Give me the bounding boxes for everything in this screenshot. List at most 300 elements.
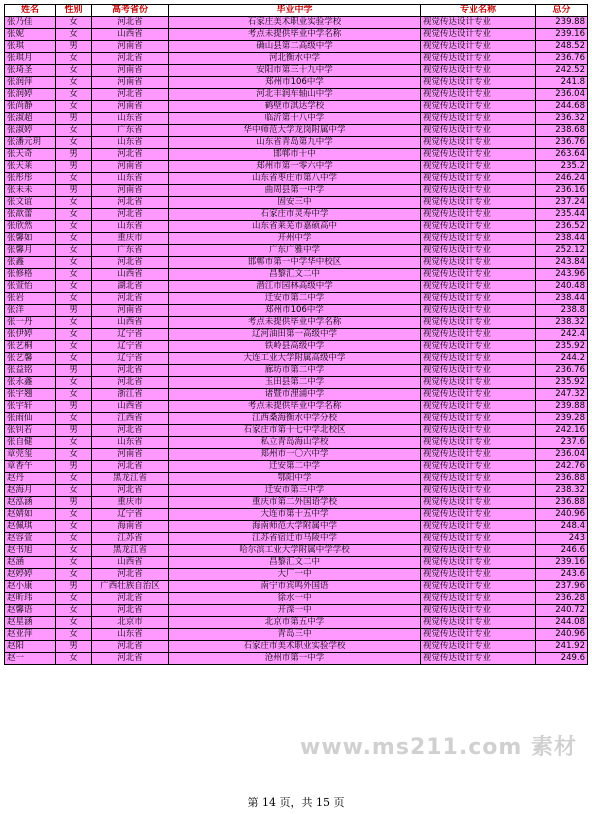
- cell-name: 章莞玺: [5, 449, 56, 461]
- cell-gender: 女: [56, 173, 92, 185]
- cell-major: 视觉传达设计专业: [421, 545, 536, 557]
- cell-score: 240.48: [536, 281, 588, 293]
- cell-major: 视觉传达设计专业: [421, 353, 536, 365]
- cell-province: 山东省: [92, 437, 169, 449]
- table-row: [5, 545, 588, 557]
- cell-school: 郑州市一〇六中学: [169, 449, 421, 461]
- cell-name: 赵一: [5, 653, 56, 665]
- cell-name: 张自健: [5, 437, 56, 449]
- table-row: [5, 653, 588, 665]
- cell-province: 河北省: [92, 53, 169, 65]
- table-row: [5, 365, 588, 377]
- cell-major: 视觉传达设计专业: [421, 341, 536, 353]
- cell-province: 河北省: [92, 17, 169, 29]
- cell-gender: 男: [56, 425, 92, 437]
- cell-gender: 女: [56, 89, 92, 101]
- cell-province: 辽宁省: [92, 509, 169, 521]
- header-score: 总分: [536, 5, 588, 17]
- table-row: [5, 173, 588, 185]
- cell-score: 242.76: [536, 461, 588, 473]
- cell-school: 开州中学: [169, 233, 421, 245]
- cell-name: 张乃佳: [5, 17, 56, 29]
- cell-name: 张欣然: [5, 221, 56, 233]
- cell-province: 河南省: [92, 77, 169, 89]
- cell-school: 沧州市第一中学: [169, 653, 421, 665]
- table-row: [5, 221, 588, 233]
- cell-major: 视觉传达设计专业: [421, 281, 536, 293]
- cell-score: 236.28: [536, 593, 588, 605]
- table-row: [5, 317, 588, 329]
- cell-school: 迁安市第二中学: [169, 293, 421, 305]
- table-row: [5, 161, 588, 173]
- cell-name: 赵昕玮: [5, 593, 56, 605]
- cell-name: 张彤彤: [5, 173, 56, 185]
- cell-school: 徐水一中: [169, 593, 421, 605]
- cell-school: 铁岭县高级中学: [169, 341, 421, 353]
- cell-school: 河北衡水中学: [169, 53, 421, 65]
- cell-gender: 女: [56, 77, 92, 89]
- cell-major: 视觉传达设计专业: [421, 101, 536, 113]
- cell-gender: 女: [56, 569, 92, 581]
- cell-province: 山西省: [92, 29, 169, 41]
- table-row: [5, 269, 588, 281]
- cell-gender: 女: [56, 65, 92, 77]
- cell-gender: 女: [56, 221, 92, 233]
- cell-major: 视觉传达设计专业: [421, 509, 536, 521]
- cell-score: 263.64: [536, 149, 588, 161]
- cell-major: 视觉传达设计专业: [421, 569, 536, 581]
- cell-major: 视觉传达设计专业: [421, 221, 536, 233]
- cell-score: 238.32: [536, 485, 588, 497]
- cell-major: 视觉传达设计专业: [421, 605, 536, 617]
- header-major: 专业名称: [421, 5, 536, 17]
- cell-school: 江西桑海衡水中学分校: [169, 413, 421, 425]
- table-row: [5, 53, 588, 65]
- cell-major: 视觉传达设计专业: [421, 77, 536, 89]
- cell-major: 视觉传达设计专业: [421, 581, 536, 593]
- table-row: [5, 533, 588, 545]
- cell-name: 张伊婷: [5, 329, 56, 341]
- table-row: [5, 77, 588, 89]
- cell-gender: 女: [56, 629, 92, 641]
- cell-gender: 女: [56, 413, 92, 425]
- cell-school: 鹤壁市淇达学校: [169, 101, 421, 113]
- cell-major: 视觉传达设计专业: [421, 149, 536, 161]
- cell-school: 廊坊市第二中学: [169, 365, 421, 377]
- cell-name: 张岩: [5, 293, 56, 305]
- cell-major: 视觉传达设计专业: [421, 245, 536, 257]
- cell-major: 视觉传达设计专业: [421, 125, 536, 137]
- cell-name: 张尚静: [5, 101, 56, 113]
- cell-score: 243.84: [536, 257, 588, 269]
- cell-score: 252.12: [536, 245, 588, 257]
- cell-score: 247.32: [536, 389, 588, 401]
- cell-province: 重庆市: [92, 497, 169, 509]
- table-row: [5, 257, 588, 269]
- table-row: [5, 593, 588, 605]
- cell-major: 视觉传达设计专业: [421, 53, 536, 65]
- cell-name: 张琦圣: [5, 65, 56, 77]
- cell-gender: 女: [56, 545, 92, 557]
- cell-name: 张修格: [5, 269, 56, 281]
- table-row: [5, 197, 588, 209]
- cell-province: 河南省: [92, 65, 169, 77]
- table-row: [5, 497, 588, 509]
- cell-name: 张宇轩: [5, 401, 56, 413]
- cell-score: 236.04: [536, 89, 588, 101]
- cell-major: 视觉传达设计专业: [421, 593, 536, 605]
- table-row: [5, 293, 588, 305]
- cell-major: 视觉传达设计专业: [421, 653, 536, 665]
- cell-province: 河北省: [92, 425, 169, 437]
- cell-score: 240.72: [536, 605, 588, 617]
- cell-province: 河北省: [92, 293, 169, 305]
- cell-school: 考点未提供毕业中学名称: [169, 317, 421, 329]
- cell-name: 赵佩琪: [5, 521, 56, 533]
- cell-school: 石家庄市美术职业实验学校: [169, 641, 421, 653]
- cell-major: 视觉传达设计专业: [421, 641, 536, 653]
- cell-gender: 女: [56, 509, 92, 521]
- cell-major: 视觉传达设计专业: [421, 41, 536, 53]
- header-school: 毕业中学: [169, 5, 421, 17]
- table-row: [5, 617, 588, 629]
- table-row: [5, 125, 588, 137]
- cell-major: 视觉传达设计专业: [421, 173, 536, 185]
- cell-name: 赵泓涵: [5, 497, 56, 509]
- cell-major: 视觉传达设计专业: [421, 533, 536, 545]
- cell-province: 黑龙江省: [92, 473, 169, 485]
- cell-school: 郑州市106中学: [169, 305, 421, 317]
- cell-gender: 男: [56, 461, 92, 473]
- table-row: [5, 185, 588, 197]
- cell-name: 赵海月: [5, 485, 56, 497]
- table-row: [5, 401, 588, 413]
- cell-name: 张洋: [5, 305, 56, 317]
- cell-name: 张鑫: [5, 257, 56, 269]
- cell-major: 视觉传达设计专业: [421, 269, 536, 281]
- cell-name: 张妮: [5, 29, 56, 41]
- cell-province: 河南省: [92, 41, 169, 53]
- cell-score: 237.24: [536, 197, 588, 209]
- cell-gender: 女: [56, 209, 92, 221]
- table-row: [5, 341, 588, 353]
- cell-major: 视觉传达设计专业: [421, 401, 536, 413]
- cell-province: 河南省: [92, 449, 169, 461]
- table-row: [5, 149, 588, 161]
- cell-name: 赵书旭: [5, 545, 56, 557]
- cell-gender: 男: [56, 41, 92, 53]
- cell-gender: 女: [56, 101, 92, 113]
- cell-score: 244.2: [536, 353, 588, 365]
- cell-name: 赵婧如: [5, 509, 56, 521]
- cell-gender: 女: [56, 137, 92, 149]
- cell-major: 视觉传达设计专业: [421, 293, 536, 305]
- cell-name: 赵阳: [5, 641, 56, 653]
- cell-province: 山西省: [92, 401, 169, 413]
- cell-school: 海南师范大学附属中学: [169, 521, 421, 533]
- cell-gender: 女: [56, 329, 92, 341]
- cell-score: 238.32: [536, 317, 588, 329]
- header-name: 姓名: [5, 5, 56, 17]
- table-row: [5, 581, 588, 593]
- cell-province: 山西省: [92, 269, 169, 281]
- cell-gender: 女: [56, 473, 92, 485]
- cell-gender: 女: [56, 605, 92, 617]
- cell-name: 张雨仙: [5, 413, 56, 425]
- cell-school: 大连市第十五中学: [169, 509, 421, 521]
- cell-name: 张淑超: [5, 113, 56, 125]
- cell-name: 张润婷: [5, 89, 56, 101]
- cell-gender: 男: [56, 113, 92, 125]
- cell-province: 山东省: [92, 221, 169, 233]
- cell-gender: 女: [56, 557, 92, 569]
- cell-score: 249.6: [536, 653, 588, 665]
- cell-score: 240.96: [536, 509, 588, 521]
- cell-score: 237.6: [536, 437, 588, 449]
- table-row: [5, 281, 588, 293]
- table-row: [5, 641, 588, 653]
- cell-score: 243.96: [536, 269, 588, 281]
- cell-province: 河南省: [92, 185, 169, 197]
- table-row: [5, 89, 588, 101]
- cell-province: 河南省: [92, 161, 169, 173]
- cell-school: 江苏省宿迁市马陵中学: [169, 533, 421, 545]
- table-row: [5, 509, 588, 521]
- cell-province: 河北省: [92, 593, 169, 605]
- cell-major: 视觉传达设计专业: [421, 437, 536, 449]
- cell-score: 240.96: [536, 629, 588, 641]
- cell-score: 238.8: [536, 305, 588, 317]
- cell-major: 视觉传达设计专业: [421, 521, 536, 533]
- cell-province: 河北省: [92, 197, 169, 209]
- cell-gender: 男: [56, 305, 92, 317]
- cell-province: 广西壮族自治区: [92, 581, 169, 593]
- table-row: [5, 65, 588, 77]
- cell-gender: 男: [56, 149, 92, 161]
- cell-gender: 女: [56, 377, 92, 389]
- table-row: [5, 569, 588, 581]
- cell-score: 235.92: [536, 377, 588, 389]
- cell-school: 玉田县第二中学: [169, 377, 421, 389]
- table-row: [5, 41, 588, 53]
- cell-province: 河北省: [92, 365, 169, 377]
- cell-school: 大连工业大学附属高级中学: [169, 353, 421, 365]
- cell-province: 河南省: [92, 305, 169, 317]
- cell-major: 视觉传达设计专业: [421, 257, 536, 269]
- cell-major: 视觉传达设计专业: [421, 485, 536, 497]
- cell-province: 辽宁省: [92, 329, 169, 341]
- cell-school: 固安三中: [169, 197, 421, 209]
- cell-name: 赵馨语: [5, 605, 56, 617]
- cell-province: 广东省: [92, 245, 169, 257]
- cell-gender: 女: [56, 593, 92, 605]
- cell-gender: 女: [56, 317, 92, 329]
- cell-gender: 女: [56, 245, 92, 257]
- cell-gender: 男: [56, 641, 92, 653]
- table-row: [5, 377, 588, 389]
- cell-gender: 女: [56, 533, 92, 545]
- cell-province: 河北省: [92, 257, 169, 269]
- cell-score: 236.32: [536, 113, 588, 125]
- cell-name: 张艺桐: [5, 341, 56, 353]
- table-row: [5, 29, 588, 41]
- cell-name: 张钊若: [5, 425, 56, 437]
- cell-major: 视觉传达设计专业: [421, 377, 536, 389]
- cell-major: 视觉传达设计专业: [421, 17, 536, 29]
- cell-gender: 女: [56, 125, 92, 137]
- cell-school: 重庆市第二外国语学校: [169, 497, 421, 509]
- cell-province: 江西省: [92, 413, 169, 425]
- cell-major: 视觉传达设计专业: [421, 497, 536, 509]
- cell-province: 黑龙江省: [92, 545, 169, 557]
- cell-name: 张琪: [5, 41, 56, 53]
- cell-score: 239.16: [536, 557, 588, 569]
- cell-school: 诸暨市浬浦中学: [169, 389, 421, 401]
- cell-school: 确山县第二高级中学: [169, 41, 421, 53]
- table-row: [5, 329, 588, 341]
- cell-score: 238.44: [536, 293, 588, 305]
- cell-school: 石家庄市灵寿中学: [169, 209, 421, 221]
- cell-school: 郑州市第一零六中学: [169, 161, 421, 173]
- cell-gender: 男: [56, 581, 92, 593]
- table-row: [5, 113, 588, 125]
- cell-major: 视觉传达设计专业: [421, 65, 536, 77]
- cell-province: 山东省: [92, 173, 169, 185]
- cell-province: 辽宁省: [92, 341, 169, 353]
- table-row: [5, 521, 588, 533]
- cell-score: 236.16: [536, 185, 588, 197]
- cell-gender: 女: [56, 521, 92, 533]
- cell-school: 辽河油田第一高级中学: [169, 329, 421, 341]
- cell-major: 视觉传达设计专业: [421, 209, 536, 221]
- table-row: [5, 305, 588, 317]
- cell-major: 视觉传达设计专业: [421, 197, 536, 209]
- table-row: [5, 605, 588, 617]
- cell-gender: 女: [56, 617, 92, 629]
- cell-name: 张宇翘: [5, 389, 56, 401]
- cell-score: 238.44: [536, 233, 588, 245]
- cell-school: 青岛三中: [169, 629, 421, 641]
- cell-school: 广东广雅中学: [169, 245, 421, 257]
- cell-school: 河北丰润车轴山中学: [169, 89, 421, 101]
- cell-major: 视觉传达设计专业: [421, 629, 536, 641]
- cell-province: 广东省: [92, 125, 169, 137]
- cell-gender: 女: [56, 233, 92, 245]
- student-score-table: [4, 4, 588, 665]
- cell-gender: 男: [56, 161, 92, 173]
- table-row: [5, 413, 588, 425]
- cell-school: 临沂第十八中学: [169, 113, 421, 125]
- cell-score: 236.76: [536, 365, 588, 377]
- cell-school: 迁安第二中学: [169, 461, 421, 473]
- cell-score: 242.4: [536, 329, 588, 341]
- cell-name: 赵婷婷: [5, 569, 56, 581]
- cell-major: 视觉传达设计专业: [421, 617, 536, 629]
- cell-gender: 女: [56, 653, 92, 665]
- cell-score: 235.2: [536, 161, 588, 173]
- cell-gender: 男: [56, 365, 92, 377]
- cell-score: 236.88: [536, 473, 588, 485]
- cell-school: 山东省枣庄市第八中学: [169, 173, 421, 185]
- cell-province: 山东省: [92, 137, 169, 149]
- cell-province: 山东省: [92, 113, 169, 125]
- cell-name: 张文谊: [5, 197, 56, 209]
- cell-name: 赵丹: [5, 473, 56, 485]
- cell-score: 243: [536, 533, 588, 545]
- cell-score: 244.68: [536, 101, 588, 113]
- cell-province: 海南省: [92, 521, 169, 533]
- cell-province: 河北省: [92, 89, 169, 101]
- cell-major: 视觉传达设计专业: [421, 557, 536, 569]
- cell-school: 山东省青岛第九中学: [169, 137, 421, 149]
- cell-gender: 女: [56, 353, 92, 365]
- cell-province: 河北省: [92, 569, 169, 581]
- cell-gender: 女: [56, 389, 92, 401]
- cell-score: 243.6: [536, 569, 588, 581]
- table-row: [5, 437, 588, 449]
- cell-name: 赵小康: [5, 581, 56, 593]
- table-row: [5, 473, 588, 485]
- cell-score: 236.76: [536, 137, 588, 149]
- table-row: [5, 557, 588, 569]
- cell-name: 张益铭: [5, 365, 56, 377]
- cell-score: 244.08: [536, 617, 588, 629]
- cell-gender: 女: [56, 197, 92, 209]
- table-row: [5, 389, 588, 401]
- cell-name: 张未未: [5, 185, 56, 197]
- cell-school: 开滦一中: [169, 605, 421, 617]
- cell-province: 河北省: [92, 209, 169, 221]
- cell-school: 哈尔滨工业大学附属中学学校: [169, 545, 421, 557]
- cell-gender: 女: [56, 293, 92, 305]
- cell-major: 视觉传达设计专业: [421, 449, 536, 461]
- page-number-footer: 第 14 页，共 15 页: [247, 796, 345, 809]
- cell-name: 张永鑫: [5, 377, 56, 389]
- cell-name: 张润萍: [5, 77, 56, 89]
- table-row: [5, 629, 588, 641]
- cell-major: 视觉传达设计专业: [421, 473, 536, 485]
- cell-score: 239.16: [536, 29, 588, 41]
- cell-name: 张歆蕾: [5, 209, 56, 221]
- cell-name: 张琪月: [5, 53, 56, 65]
- cell-major: 视觉传达设计专业: [421, 113, 536, 125]
- cell-major: 视觉传达设计专业: [421, 461, 536, 473]
- cell-gender: 女: [56, 341, 92, 353]
- table-row: [5, 137, 588, 149]
- cell-name: 张萱怡: [5, 281, 56, 293]
- cell-score: 241.8: [536, 77, 588, 89]
- watermark-text: www.ms211.com 素材: [300, 735, 577, 760]
- cell-major: 视觉传达设计专业: [421, 137, 536, 149]
- cell-gender: 男: [56, 497, 92, 509]
- cell-province: 河南省: [92, 101, 169, 113]
- cell-school: 大厂一中: [169, 569, 421, 581]
- cell-major: 视觉传达设计专业: [421, 317, 536, 329]
- cell-gender: 女: [56, 449, 92, 461]
- cell-school: 石家庄市第十七中学北校区: [169, 425, 421, 437]
- cell-name: 赵容萱: [5, 533, 56, 545]
- cell-school: 华中师范大学龙岗附属中学: [169, 125, 421, 137]
- cell-gender: 男: [56, 185, 92, 197]
- cell-name: 张馨月: [5, 245, 56, 257]
- cell-name: 张天奇: [5, 149, 56, 161]
- cell-score: 239.88: [536, 17, 588, 29]
- cell-score: 236.52: [536, 221, 588, 233]
- cell-province: 浙江省: [92, 389, 169, 401]
- table-row: [5, 425, 588, 437]
- cell-major: 视觉传达设计专业: [421, 161, 536, 173]
- cell-score: 237.96: [536, 581, 588, 593]
